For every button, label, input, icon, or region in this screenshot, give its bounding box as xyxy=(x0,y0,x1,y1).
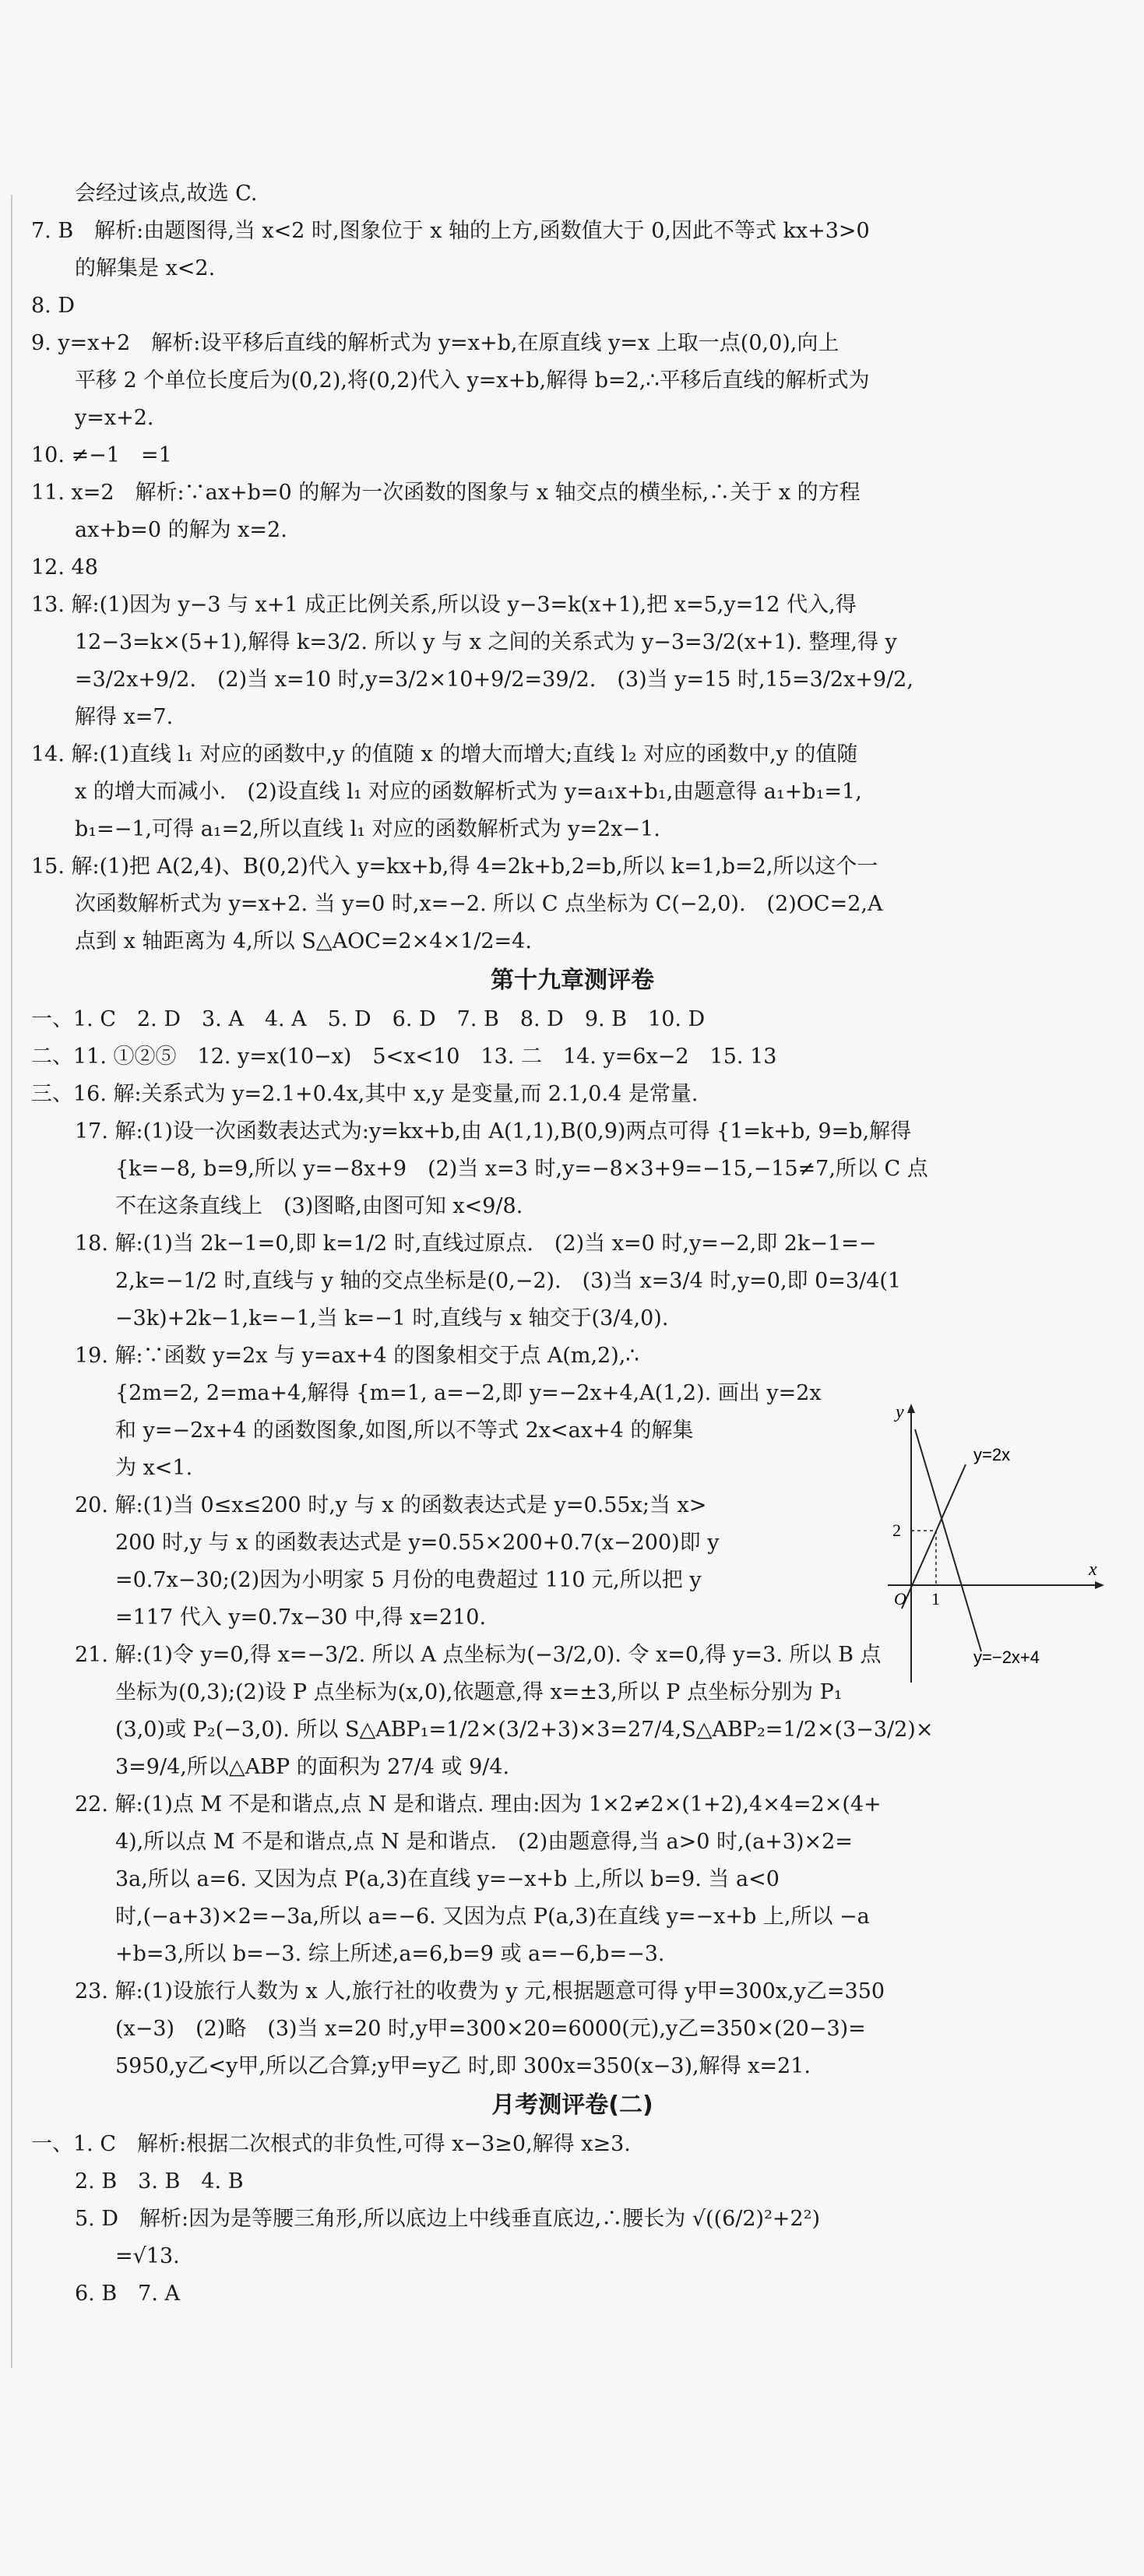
y-axis-arrow xyxy=(907,1404,915,1413)
answer-line: =117 代入 y=0.7x−30 中,得 x=210. xyxy=(115,1605,487,1630)
answer-line: 2. B 3. B 4. B xyxy=(75,2169,244,2194)
answer-line: y=x+2. xyxy=(75,406,154,430)
answer-line: 19. 解:∵函数 y=2x 与 y=ax+4 的图象相交于点 A(m,2),∴ xyxy=(75,1344,639,1368)
answer-line: 20. 解:(1)当 0≤x≤200 时,y 与 x 的函数表达式是 y=0.55x;当 x> xyxy=(75,1493,707,1517)
answer-line: 为 x<1. xyxy=(115,1456,193,1480)
answer-line: 17. 解:(1)设一次函数表达式为:y=kx+b,由 A(1,1),B(0,9)两点可得 {1=k+b, 9=b,解得 xyxy=(75,1119,912,1144)
answer-line: =0.7x−30;(2)因为小明家 5 月份的电费超过 110 元,所以把 y xyxy=(115,1568,702,1592)
answer-line: 时,(−a+3)×2=−3a,所以 a=−6. 又因为点 P(a,3)在直线 y=−x+b 上,所以 −a xyxy=(115,1905,870,1929)
answer-line: ax+b=0 的解为 x=2. xyxy=(75,518,287,542)
section-heading: 第十九章测评卷 xyxy=(491,967,654,994)
answer-line: 三、16. 解:关系式为 y=2.1+0.4x,其中 x,y 是变量,而 2.1,0.4 是常量. xyxy=(31,1082,699,1106)
answer-line: 6. B 7. A xyxy=(75,2282,181,2306)
tick-label-1: 1 xyxy=(931,1589,940,1609)
answer-line: 不在这条直线上 (3)图略,由图可知 x<9/8. xyxy=(115,1194,523,1218)
answer-line: 3a,所以 a=6. 又因为点 P(a,3)在直线 y=−x+b 上,所以 b=9. 当 a<0 xyxy=(115,1867,780,1891)
answer-line: 4),所以点 M 不是和谐点,点 N 是和谐点. (2)由题意得,当 a>0 时,(a+3)×2= xyxy=(115,1830,853,1854)
answer-line: 14. 解:(1)直线 l₁ 对应的函数中,y 的值随 x 的增大而增大;直线 l₂ 对应的函数中,y 的值随 xyxy=(31,742,858,766)
answer-line: 7. B 解析:由题图得,当 x<2 时,图象位于 x 轴的上方,函数值大于 0,因此不等式 kx+3>0 xyxy=(31,219,870,243)
line1-label: y=2x xyxy=(973,1445,1011,1464)
answer-line: =3/2x+9/2. (2)当 x=10 时,y=3/2×10+9/2=39/2. (3)当 y=15 时,15=3/2x+9/2, xyxy=(75,668,913,692)
answer-line: 点到 x 轴距离为 4,所以 S△AOC=2×4×1/2=4. xyxy=(75,929,532,953)
answer-line: 5. D 解析:因为是等腰三角形,所以底边上中线垂直底边,∴腰长为 √((6/2)²+2²) xyxy=(75,2207,821,2231)
answer-line: 9. y=x+2 解析:设平移后直线的解析式为 y=x+b,在原直线 y=x 上取一点(0,0),向上 xyxy=(31,331,840,355)
answer-line: b₁=−1,可得 a₁=2,所以直线 l₁ 对应的函数解析式为 y=2x−1. xyxy=(75,817,660,841)
answer-line: (3,0)或 P₂(−3,0). 所以 S△ABP₁=1/2×(3/2+3)×3=27/4,S△ABP₂=1/2×(3−3/2)× xyxy=(115,1718,934,1742)
answer-line: +b=3,所以 b=−3. 综上所述,a=6,b=9 或 a=−6,b=−3. xyxy=(115,1942,665,1966)
answer-line: 平移 2 个单位长度后为(0,2),将(0,2)代入 y=x+b,解得 b=2,∴平移后直线的解析式为 xyxy=(75,368,870,393)
answer-line: 200 时,y 与 x 的函数表达式是 y=0.55×200+0.7(x−200)即 y xyxy=(115,1531,720,1555)
answer-line: 12. 48 xyxy=(31,555,98,580)
answer-line: =√13. xyxy=(115,2244,180,2268)
answer-line: 11. x=2 解析:∵ax+b=0 的解为一次函数的图象与 x 轴交点的横坐标,∴关于 x 的方程 xyxy=(31,481,861,505)
answer-line: 23. 解:(1)设旅行人数为 x 人,旅行社的收费为 y 元,根据题意可得 y甲=300x,y乙=350 xyxy=(75,1979,885,2003)
x-axis-arrow xyxy=(1095,1581,1104,1589)
function-graph xyxy=(872,1394,1106,1690)
answer-line: 一、1. C 解析:根据二次根式的非负性,可得 x−3≥0,解得 x≥3. xyxy=(31,2132,631,2156)
answer-line: 13. 解:(1)因为 y−3 与 x+1 成正比例关系,所以设 y−3=k(x+1),把 x=5,y=12 代入,得 xyxy=(31,593,857,617)
answer-line: 和 y=−2x+4 的函数图象,如图,所以不等式 2x<ax+4 的解集 xyxy=(115,1418,694,1443)
answer-line: (x−3) (2)略 (3)当 x=20 时,y甲=300×20=6000(元),y乙=350×(20−3)= xyxy=(115,2017,866,2041)
answer-line: −3k)+2k−1,k=−1,当 k=−1 时,直线与 x 轴交于(3/4,0). xyxy=(115,1306,669,1330)
answer-line: 二、11. ①②⑤ 12. y=x(10−x) 5<x<10 13. 二 14. y=6x−2 15. 13 xyxy=(31,1045,777,1069)
answer-line: 10. ≠−1 =1 xyxy=(31,443,172,467)
section-heading: 月考测评卷(二) xyxy=(491,2091,653,2119)
line2-label: y=−2x+4 xyxy=(973,1647,1040,1667)
answer-line: 次函数解析式为 y=x+2. 当 y=0 时,x=−2. 所以 C 点坐标为 C(−2,0). (2)OC=2,A xyxy=(75,892,883,916)
line-y-neg2x-plus4 xyxy=(915,1429,981,1651)
margin-rule xyxy=(11,195,12,2368)
x-label: x xyxy=(1089,1559,1097,1580)
tick-label-2: 2 xyxy=(892,1521,901,1540)
answer-line: 解得 x=7. xyxy=(75,705,174,729)
answer-line: 18. 解:(1)当 2k−1=0,即 k=1/2 时,直线过原点. (2)当 x=0 时,y=−2,即 2k−1=− xyxy=(75,1232,877,1256)
answer-line: {2m=2, 2=ma+4,解得 {m=1, a=−2,即 y=−2x+4,A(1,2). 画出 y=2x xyxy=(115,1381,822,1405)
answer-line: 12−3=k×(5+1),解得 k=3/2. 所以 y 与 x 之间的关系式为 y−3=3/2(x+1). 整理,得 y xyxy=(75,630,897,654)
y-label: y xyxy=(896,1402,904,1422)
answer-line: 坐标为(0,3);(2)设 P 点坐标为(x,0),依题意,得 x=±3,所以 P 点坐标分别为 P₁ xyxy=(115,1680,843,1704)
answer-line: 一、1. C 2. D 3. A 4. A 5. D 6. D 7. B 8. D 9. B 10. D xyxy=(31,1007,706,1031)
answer-line: 22. 解:(1)点 M 不是和谐点,点 N 是和谐点. 理由:因为 1×2≠2×(1+2),4×4=2×(4+ xyxy=(75,1792,882,1817)
answer-line: x 的增大而减小. (2)设直线 l₁ 对应的函数解析式为 y=a₁x+b₁,由题意得 a₁+b₁=1, xyxy=(75,780,862,804)
answer-line: 2,k=−1/2 时,直线与 y 轴的交点坐标是(0,−2). (3)当 x=3/4 时,y=0,即 0=3/4(1 xyxy=(115,1269,902,1293)
answer-line: {k=−8, b=9,所以 y=−8x+9 (2)当 x=3 时,y=−8×3+9=−15,−15≠7,所以 C 点 xyxy=(115,1157,928,1181)
origin-label: O xyxy=(894,1589,906,1609)
answer-line: 8. D xyxy=(31,294,75,318)
answer-line: 15. 解:(1)把 A(2,4)、B(0,2)代入 y=kx+b,得 4=2k+b,2=b,所以 k=1,b=2,所以这个一 xyxy=(31,855,878,879)
answer-line: 会经过该点,故选 C. xyxy=(75,181,258,206)
answer-content xyxy=(31,175,1114,2313)
answer-line: 的解集是 x<2. xyxy=(75,256,216,280)
answer-line: 5950,y乙<y甲,所以乙合算;y甲=y乙 时,即 300x=350(x−3),解得 x=21. xyxy=(115,2054,811,2078)
answer-line: 3=9/4,所以△ABP 的面积为 27/4 或 9/4. xyxy=(115,1755,510,1779)
answer-line: 21. 解:(1)令 y=0,得 x=−3/2. 所以 A 点坐标为(−3/2,0). 令 x=0,得 y=3. 所以 B 点 xyxy=(75,1643,882,1667)
